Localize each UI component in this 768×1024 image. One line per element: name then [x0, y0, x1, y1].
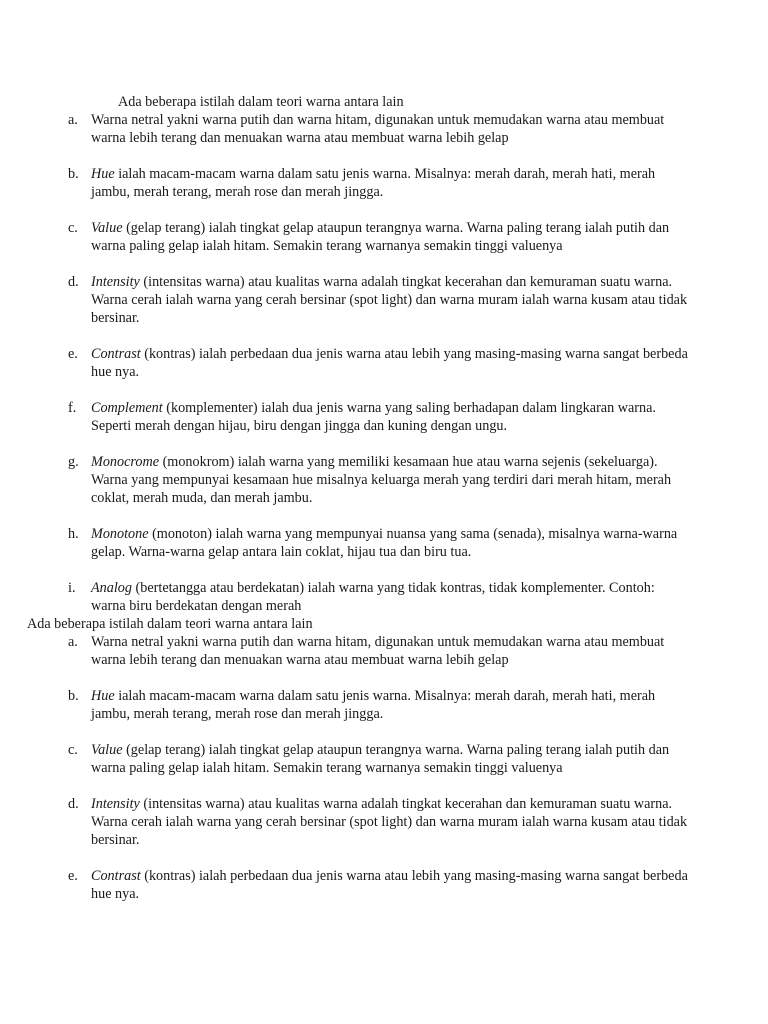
list-marker: c. [68, 220, 78, 236]
list-item-i [0, 579, 691, 633]
list-marker: e. [68, 868, 78, 884]
list-marker: d. [68, 274, 79, 290]
term: Intensity [91, 796, 140, 812]
term: Hue [91, 688, 115, 704]
list-item-f [0, 399, 691, 435]
list-item-d [0, 273, 691, 327]
item-text: (intensitas warna) atau kualitas warna adalah tingkat kecerahan dan kemuraman suatu warna. Warna cerah ialah warna yang cerah bersinar (spot light) dan warna muram ialah warna kusam atau tidak bersinar. [91, 796, 688, 848]
list-item-b-repeat [0, 687, 691, 723]
list-item-d-repeat [0, 795, 691, 849]
item-text: ialah macam-macam warna dalam satu jenis warna. Misalnya: merah darah, merah hati, merah jambu, merah terang, merah rose dan merah jingga. [91, 166, 656, 200]
item-text: (kontras) ialah perbedaan dua jenis warna atau lebih yang masing-masing warna sangat berbeda hue nya. [91, 868, 688, 902]
item-text: (komplementer) ialah dua jenis warna yang saling berhadapan dalam lingkaran warna. Seperti merah dengan hijau, biru dengan jingga dan kuning dengan ungu. [91, 400, 656, 434]
list-marker: h. [68, 526, 79, 542]
term: Value [91, 742, 123, 758]
term: Hue [91, 166, 115, 182]
term: Value [91, 220, 123, 236]
term: Analog [91, 580, 132, 596]
list-marker: i. [68, 580, 76, 596]
item-text: (gelap terang) ialah tingkat gelap ataupun terangnya warna. Warna paling terang ialah putih dan warna paling gelap ialah hitam. Semakin terang warnanya semakin tinggi valuenya [91, 742, 670, 776]
term: Monocrome [91, 454, 160, 470]
list-item-c-repeat [0, 741, 691, 777]
term: Contrast [91, 868, 141, 884]
term: Intensity [91, 274, 140, 290]
list-item-a [0, 111, 691, 147]
item-text: (gelap terang) ialah tingkat gelap ataupun terangnya warna. Warna paling terang ialah putih dan warna paling gelap ialah hitam. Semakin terang warnanya semakin tinggi valuenya [91, 220, 670, 254]
list-marker: g. [68, 454, 79, 470]
item-text: (kontras) ialah perbedaan dua jenis warna atau lebih yang masing-masing warna sangat berbeda hue nya. [91, 346, 688, 380]
list-marker: e. [68, 346, 78, 362]
term: Contrast [91, 346, 141, 362]
list-item-e [0, 345, 691, 381]
list-item-h [0, 525, 691, 561]
list-marker: b. [68, 166, 79, 182]
list-item-b [0, 165, 691, 201]
list-item-a-repeat [0, 633, 691, 669]
list-marker: f. [68, 400, 77, 416]
item-text: (monoton) ialah warna yang mempunyai nuansa yang sama (senada), misalnya warna-warna gelap. Warna-warna gelap antara lain coklat, hijau tua dan biru tua. [91, 526, 678, 560]
item-text: (intensitas warna) atau kualitas warna adalah tingkat kecerahan dan kemuraman suatu warna. Warna cerah ialah warna yang cerah bersinar (spot light) dan warna muram ialah warna kusam atau tidak bersinar. [91, 274, 688, 326]
term: Complement [91, 400, 163, 416]
item-text: Warna netral yakni warna putih dan warna hitam, digunakan untuk memudakan warna atau membuat warna lebih terang dan menuakan warna atau membuat warna lebih gelap [91, 112, 665, 146]
list-marker: d. [68, 796, 79, 812]
list-marker: a. [68, 634, 78, 650]
list-marker: c. [68, 742, 78, 758]
list-marker: a. [68, 112, 78, 128]
intro-text-repeat: Ada beberapa istilah dalam teori warna antara lain [27, 616, 313, 632]
item-text: (monokrom) ialah warna yang memiliki kesamaan hue atau warna sejenis (sekeluarga). Warna yang mempunyai kesamaan hue misalnya keluarga merah yang terdiri dari merah hitam, merah coklat, merah muda, dan merah jambu. [91, 454, 672, 506]
list-item-e-repeat [0, 867, 691, 903]
list-item-c [0, 219, 691, 255]
intro-text: Ada beberapa istilah dalam teori warna antara lain [118, 94, 404, 110]
item-text: ialah macam-macam warna dalam satu jenis warna. Misalnya: merah darah, merah hati, merah jambu, merah terang, merah rose dan merah jingga. [91, 688, 656, 722]
item-text: Warna netral yakni warna putih dan warna hitam, digunakan untuk memudakan warna atau membuat warna lebih terang dan menuakan warna atau membuat warna lebih gelap [91, 634, 665, 668]
term: Monotone [91, 526, 149, 542]
list-item-g [0, 453, 691, 507]
list-marker: b. [68, 688, 79, 704]
item-text: (bertetangga atau berdekatan) ialah warna yang tidak kontras, tidak komplementer. Contoh: warna biru berdekatan dengan merah [91, 580, 655, 614]
